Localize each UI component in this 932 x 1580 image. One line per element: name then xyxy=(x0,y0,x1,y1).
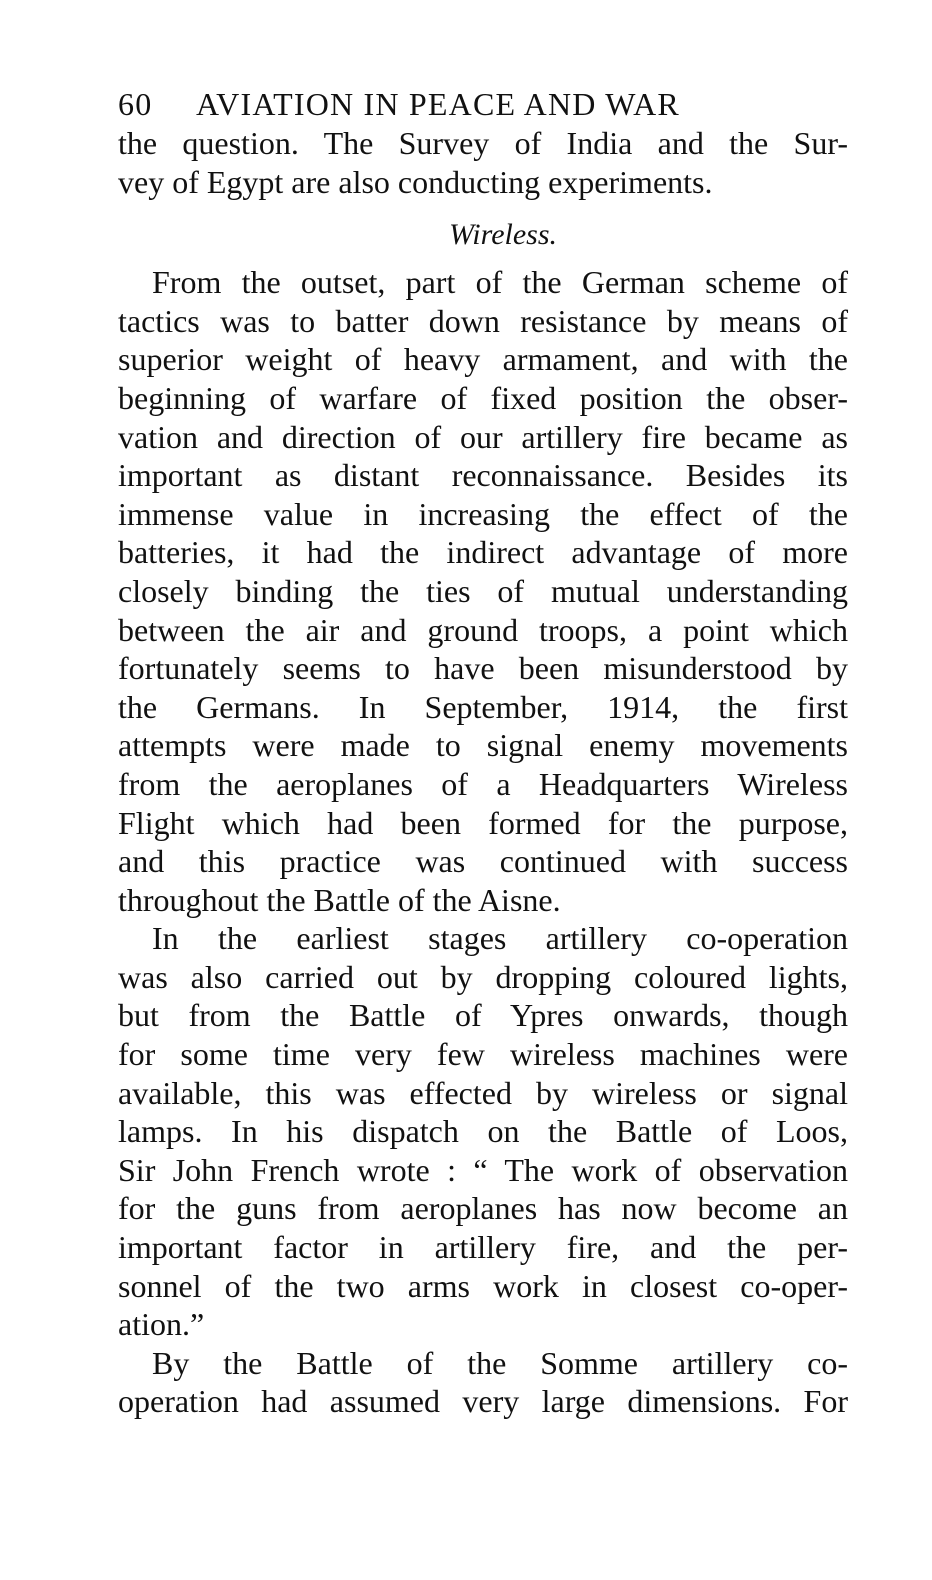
running-title: AVIATION IN PEACE AND WAR xyxy=(196,86,680,122)
text-line: Sir John French wrote : “ The work of observation xyxy=(118,1151,848,1188)
intro-paragraph xyxy=(118,124,848,201)
text-line: By the Battle of the Somme artillery co- xyxy=(152,1344,848,1381)
text-line: Flight which had been formed for the purpose, xyxy=(118,804,848,841)
text-line: closely binding the ties of mutual understanding xyxy=(118,572,848,609)
text-line: ation.” xyxy=(118,1306,205,1343)
paragraph-1 xyxy=(118,263,848,919)
text-line: immense value in increasing the effect of the xyxy=(118,495,848,532)
text-line: lamps. In his dispatch on the Battle of Loos, xyxy=(118,1113,848,1150)
section-heading: Wireless. xyxy=(448,218,558,252)
body-text xyxy=(118,124,848,1421)
text-line: From the outset, part of the German scheme of xyxy=(152,264,848,301)
text-line: from the aeroplanes of a Headquarters Wireless xyxy=(118,765,848,802)
text-line: tactics was to batter down resistance by means of xyxy=(118,302,848,339)
text-line: fortunately seems to have been misunderstood by xyxy=(118,650,848,687)
text-line: and this practice was continued with success xyxy=(118,843,848,880)
text-line: vey of Egypt are also conducting experiments. xyxy=(118,163,713,200)
paragraph-2 xyxy=(118,919,848,1344)
text-line: the question. The Survey of India and the Sur- xyxy=(118,125,848,161)
text-line: superior weight of heavy armament, and with the xyxy=(118,341,848,378)
text-line: was also carried out by dropping coloured lights, xyxy=(118,958,848,995)
text-line: available, this was effected by wireless or signal xyxy=(118,1074,848,1111)
text-line: vation and direction of our artillery fire became as xyxy=(118,418,848,455)
book-page xyxy=(118,84,848,1421)
text-line: throughout the Battle of the Aisne. xyxy=(118,881,561,918)
paragraph-3 xyxy=(118,1344,848,1421)
text-line: the Germans. In September, 1914, the first xyxy=(118,688,848,725)
text-line: but from the Battle of Ypres onwards, though xyxy=(118,997,848,1034)
running-header xyxy=(118,84,848,124)
text-line: beginning of warfare of fixed position the obser- xyxy=(118,379,848,416)
text-line: attempts were made to signal enemy movements xyxy=(118,727,848,764)
text-line: In the earliest stages artillery co-operation xyxy=(152,920,848,957)
text-line: important as distant reconnaissance. Besides its xyxy=(118,457,848,494)
text-line: for some time very few wireless machines were xyxy=(118,1036,848,1073)
text-line: operation had assumed very large dimensions. For xyxy=(118,1383,848,1420)
page-number: 60 xyxy=(118,86,153,122)
text-line: between the air and ground troops, a point which xyxy=(118,611,848,648)
text-line: batteries, it had the indirect advantage of more xyxy=(118,534,848,571)
text-line: for the guns from aeroplanes has now become an xyxy=(118,1190,848,1227)
text-line: sonnel of the two arms work in closest co-oper- xyxy=(118,1267,848,1304)
text-line: important factor in artillery fire, and the per- xyxy=(118,1229,848,1266)
